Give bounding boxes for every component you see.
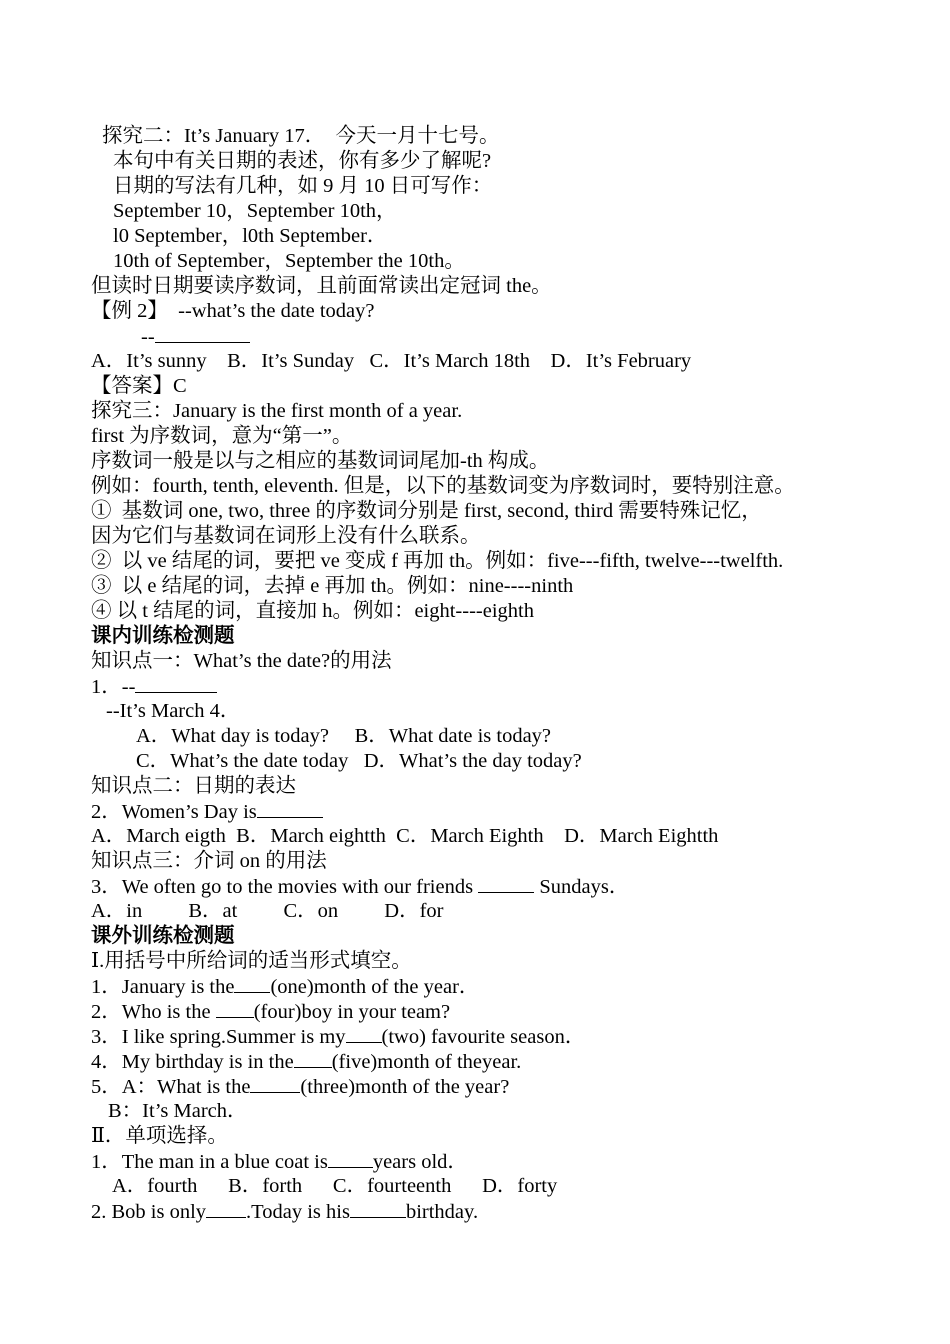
rule-2: ② 以 ve 结尾的词，要把 ve 变成 f 再加 th。例如：five---fifth, twelve---twelfth. [91, 550, 784, 572]
date-format-3: 10th of September，September the 10th。 [113, 250, 465, 272]
explore2-title: 探究二：It’s January 17． 今天一月十七号。 [102, 125, 500, 147]
outclass-heading: 课外训练检测题 [91, 925, 235, 947]
date-format-2: l0 September，l0th September． [113, 225, 388, 247]
explore3-title: 探究三：January is the first month of a year. [91, 400, 463, 422]
answer-blank [257, 799, 323, 818]
answer-blank [350, 1199, 406, 1218]
explore3-line-3: 例如：fourth, tenth, eleventh. 但是，以下的基数词变为序数词时，要特别注意。 [91, 475, 795, 497]
explore3-line-1: first 为序数词，意为“第一”。 [91, 425, 353, 447]
part-2-instructions: Ⅱ．单项选择。 [91, 1125, 228, 1147]
answer-blank [216, 999, 254, 1018]
choice-item-1-options: A．fourth B．forth C．fourteenth D．forty [112, 1175, 558, 1197]
question-1-options-ab: A．What day is today? B．What date is today? [136, 725, 552, 747]
rule-4: ④ 以 t 结尾的词，直接加 h。例如：eight----eighth [91, 600, 534, 622]
answer-blank [328, 1149, 373, 1168]
fill-3-start: 3．I like spring.Summer is my [91, 1026, 346, 1048]
rule-1: ① 基数词 one, two, three 的序数词分别是 first, second, third 需要特殊记忆， [91, 500, 762, 522]
inclass-question-3 [91, 874, 629, 898]
fill-item-5 [91, 1074, 509, 1098]
inclass-question-1 [91, 674, 217, 698]
choice-2-end: birthday. [405, 1201, 479, 1223]
fill-2-start: 2．Who is the [91, 1001, 216, 1023]
answer-blank [250, 1074, 300, 1093]
fill-item-3 [91, 1024, 585, 1048]
fill-item-5-reply: B：It’s March． [108, 1100, 248, 1122]
choice-1-end: years old． [372, 1151, 468, 1173]
explore2-question: 本句中有关日期的表述，你有多少了解呢? [113, 150, 492, 172]
fill-item-2 [91, 999, 450, 1023]
fill-2-end: (four)boy in your team? [253, 1001, 451, 1023]
fill-4-end: (five)month of theyear. [331, 1051, 522, 1073]
question-2-options: A．March eigth B．March eightth C．March Eighth D．March Eightth [91, 825, 719, 847]
question-3-text: 3．We often go to the movies with our friends [91, 876, 479, 898]
rule-3: ③ 以 e 结尾的词，去掉 e 再加 th。例如：nine----ninth [91, 575, 574, 597]
inclass-heading: 课内训练检测题 [91, 625, 235, 647]
question-3-text-end: Sundays． [534, 876, 630, 898]
example-2-question: 【例 2】 --what’s the date today? [91, 300, 375, 322]
answer-blank [135, 674, 217, 693]
rule-1-continued: 因为它们与基数词在词形上没有什么联系。 [91, 525, 481, 547]
reading-note: 但读时日期要读序数词，且前面常读出定冠词 the。 [91, 275, 552, 297]
fill-5-start: 5．A：What is the [91, 1076, 251, 1098]
example-2-options: A．It’s sunny B．It’s Sunday C．It’s March 18th D．It’s February [91, 350, 692, 372]
example-2-answer: 【答案】C [91, 375, 187, 397]
answer-blank [478, 874, 534, 893]
inclass-question-2 [91, 799, 323, 823]
answer-blank [234, 974, 270, 993]
choice-item-1 [91, 1149, 468, 1173]
fill-4-start: 4．My birthday is in the [91, 1051, 294, 1073]
fill-1-end: (one)month of the year． [270, 976, 480, 998]
knowledge-point-1: 知识点一：What’s the date?的用法 [91, 650, 392, 672]
fill-1-start: 1．January is the [91, 976, 235, 998]
answer-blank [206, 1199, 246, 1218]
choice-2-start: 2. Bob is only [91, 1201, 207, 1223]
fill-item-1 [91, 974, 479, 998]
fill-3-end: (two) favourite season． [381, 1026, 586, 1048]
explore3-line-2: 序数词一般是以与之相应的基数词词尾加-th 构成。 [91, 450, 550, 472]
question-1-options-cd: C．What’s the date today D．What’s the day today? [136, 750, 582, 772]
question-2-text: 2．Women’s Day is [91, 801, 257, 823]
explore2-intro: 日期的写法有几种，如 9 月 10 日可写作： [113, 175, 493, 197]
question-1-prefix: 1．-- [91, 676, 136, 698]
answer-blank [294, 1049, 332, 1068]
choice-item-2 [91, 1199, 478, 1223]
part-1-instructions: Ⅰ.用括号中所给词的适当形式填空。 [91, 950, 412, 972]
choice-2-middle: .Today is his [246, 1201, 350, 1223]
example-2-blank-line [141, 324, 250, 348]
knowledge-point-2: 知识点二：日期的表达 [91, 775, 296, 797]
fill-5-end: (three)month of the year? [300, 1076, 510, 1098]
date-format-1: September 10，September 10th， [113, 200, 397, 222]
question-1-reply: --It’s March 4． [106, 700, 241, 722]
choice-1-start: 1．The man in a blue coat is [91, 1151, 328, 1173]
answer-blank [346, 1024, 382, 1043]
fill-item-4 [91, 1049, 521, 1073]
answer-blank [155, 324, 250, 343]
question-3-options: A．in B．at C．on D．for [91, 900, 444, 922]
knowledge-point-3: 知识点三：介词 on 的用法 [91, 850, 327, 872]
blank-prefix: -- [141, 326, 155, 348]
